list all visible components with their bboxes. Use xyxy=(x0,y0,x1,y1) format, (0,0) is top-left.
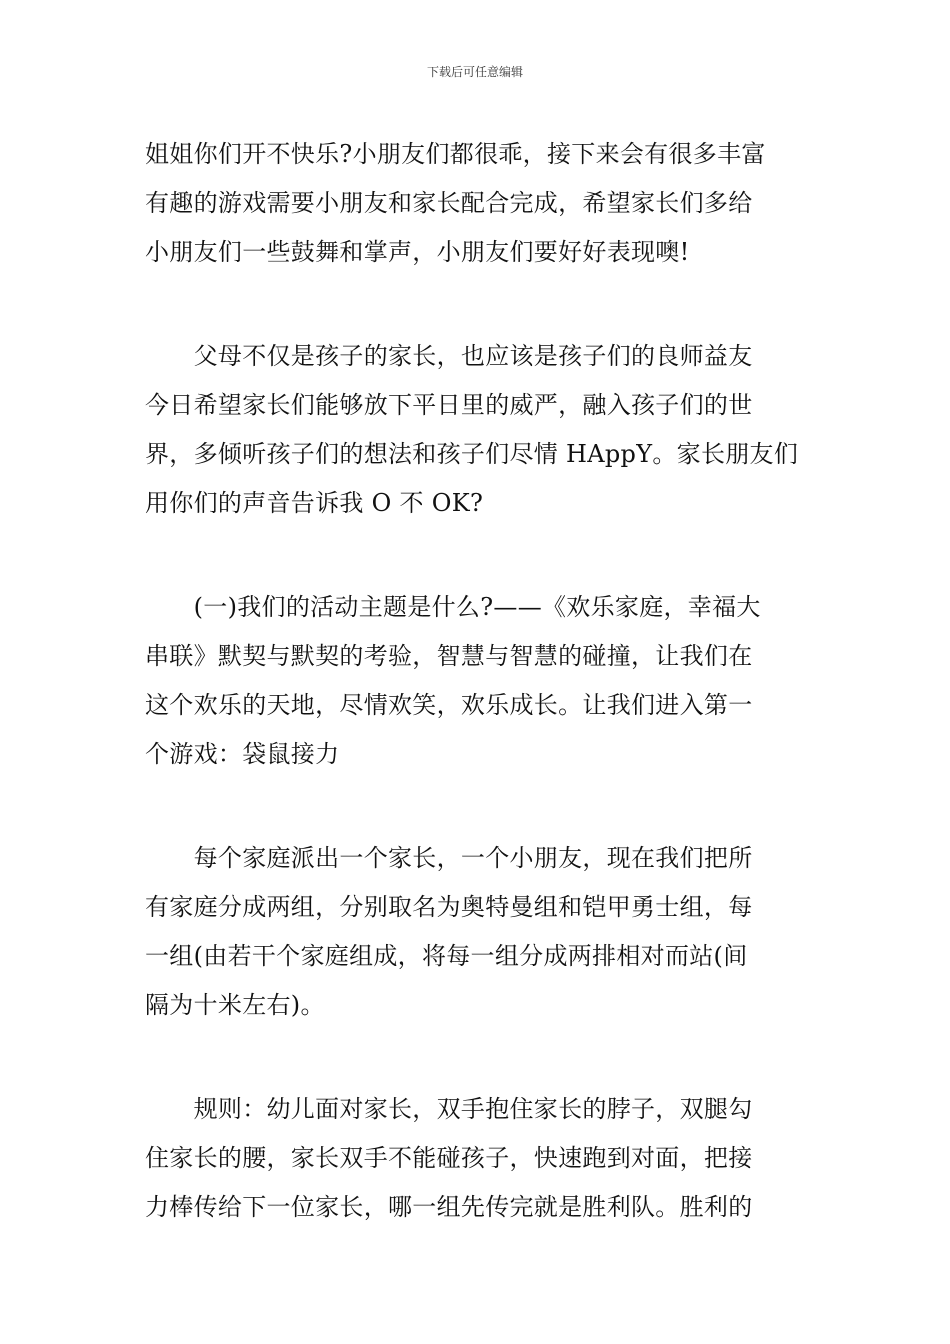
text-line: 父母不仅是孩子的家长，也应该是孩子们的良师益友 xyxy=(145,342,753,370)
text-line: 小朋友们一些鼓舞和掌声，小朋友们要好好表现噢! xyxy=(145,238,690,266)
paragraph xyxy=(145,1085,807,1232)
text-line: 界，多倾听孩子们的想法和孩子们尽情 HAppY。家长朋友们 xyxy=(145,440,799,468)
text-line: 串联》默契与默契的考验，智慧与智慧的碰撞，让我们在 xyxy=(145,642,753,670)
text-line: 隔为十米左右)。 xyxy=(145,991,325,1019)
paragraph-spacer xyxy=(145,528,807,583)
paragraph xyxy=(145,834,807,1030)
text-line: 力棒传给下一位家长，哪一组先传完就是胜利队。胜利的 xyxy=(145,1193,753,1221)
paragraph-spacer xyxy=(145,779,807,834)
text-line: 用你们的声音告诉我 O 不 OK? xyxy=(145,489,484,517)
text-line: 有家庭分成两组，分别取名为奥特曼组和铠甲勇士组，每 xyxy=(145,893,753,921)
text-line: 姐姐你们开不快乐?小朋友们都很乖，接下来会有很多丰富 xyxy=(145,140,766,168)
text-line: 规则：幼儿面对家长，双手抱住家长的脖子，双腿勾 xyxy=(145,1095,753,1123)
text-line: (一)我们的活动主题是什么?——《欢乐家庭，幸福大 xyxy=(145,593,761,621)
text-line: 一组(由若干个家庭组成，将每一组分成两排相对而站(间 xyxy=(145,942,748,970)
paragraph-spacer xyxy=(145,1030,807,1085)
page-header: 下载后可任意编辑 xyxy=(426,65,523,79)
text-line: 住家长的腰，家长双手不能碰孩子，快速跑到对面，把接 xyxy=(145,1144,753,1172)
paragraph xyxy=(145,332,807,528)
paragraph xyxy=(145,130,807,277)
text-line: 有趣的游戏需要小朋友和家长配合完成，希望家长们多给 xyxy=(145,189,753,217)
text-line: 今日希望家长们能够放下平日里的威严，融入孩子们的世 xyxy=(145,391,753,419)
text-line: 每个家庭派出一个家长，一个小朋友，现在我们把所 xyxy=(145,844,753,872)
paragraph xyxy=(145,583,807,779)
text-line: 个游戏：袋鼠接力 xyxy=(145,740,340,768)
document-body xyxy=(145,130,807,1232)
paragraph-spacer xyxy=(145,277,807,332)
text-line: 这个欢乐的天地，尽情欢笑，欢乐成长。让我们进入第一 xyxy=(145,691,753,719)
